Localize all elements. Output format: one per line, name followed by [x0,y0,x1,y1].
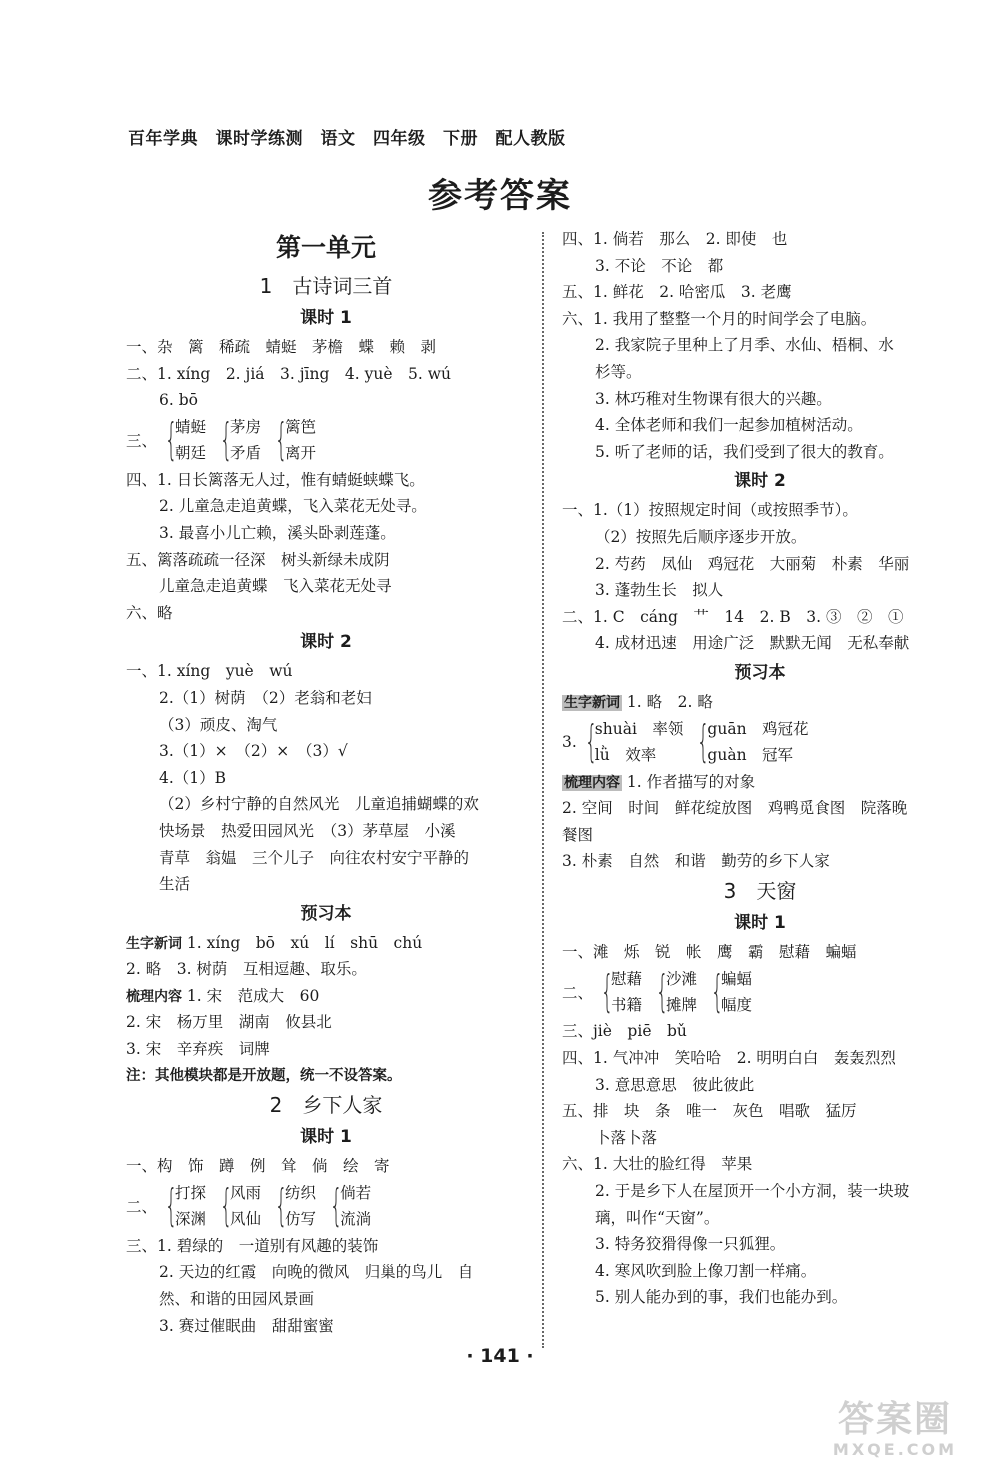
brace-label: 三、 [126,432,158,451]
brace-icon: { [219,1180,233,1232]
brace-item: 朝廷 [175,444,207,463]
answer-line: 4. 寒风吹到脸上像刀割一样痛。 [595,1261,817,1280]
lesson-3-title: 3 天窗 [723,878,797,903]
answer-line: 2. 空间 时间 鲜花绽放图 鸡鸭觅食图 院落晚 [562,799,908,818]
brace-pair [161,414,206,466]
brace-item: 打探 [175,1184,207,1203]
section-tag: 梳理内容 [564,774,620,791]
brace-item: 蝙蝠 [721,969,753,988]
brace-item: lǜ 效率 [594,746,657,764]
brace-item: 纺织 [285,1184,317,1203]
brace-pair [216,1180,261,1232]
answer-line: 3. 宋 辛弃疾 词牌 [126,1040,270,1059]
answer-line: 五、1. 鲜花 2. 哈密瓜 3. 老鹰 [562,283,792,302]
answer-line: 3. 赛过催眠曲 甜甜蜜蜜 [159,1316,334,1335]
lesson-2-period-2: 课时 2 [734,471,786,492]
brace-item: 篱笆 [285,418,317,437]
answer-line: 卜落卜落 [595,1128,658,1147]
brace-item: 茅房 [230,418,262,437]
brace-item: 风仙 [230,1210,262,1229]
answer-text: 1. xíng bō xú lí shū chú [182,933,423,952]
brace-pair [271,1180,316,1232]
brace-label: 二、 [562,983,594,1002]
brace-item: 离开 [285,444,317,463]
answer-line: （2）乡村宁静的自然风光 儿童追捕蝴蝶的欢 [159,795,479,814]
preview-section-title: 预习本 [734,662,786,683]
brace-answer-group [562,965,958,1018]
brace-icon: { [274,414,288,466]
lesson-2-period-1: 课时 1 [300,1127,352,1148]
watermark-text: 答案圈 [837,1399,952,1440]
brace-answer-group [562,716,958,769]
answer-line: 2. 天边的红霞 向晚的微风 归巢的鸟儿 自 [159,1263,474,1282]
brace-pair [271,414,316,466]
answer-line: 3. 不论 不论 都 [595,256,724,275]
brace-pair [581,716,684,768]
answer-line: 4. 全体老师和我们一起参加植树活动。 [595,416,863,435]
brace-item: 风雨 [230,1184,262,1203]
answer-line: 2. 于是乡下人在屋顶开一个小方洞，装一块玻 [595,1182,910,1201]
answer-line: 3. 林巧稚对生物课有很大的兴趣。 [595,389,832,408]
answer-line: 快场景 热爱田园风光 （3）茅草屋 小溪 [159,821,456,840]
answer-line: 一、1. xíng yuè wú [126,662,293,681]
answer-line: 3. 朴素 自然 和谐 勤劳的乡下人家 [562,852,830,871]
answer-line: 四、1. 气冲冲 笑哈哈 2. 明明白白 轰轰烈烈 [562,1049,896,1068]
answer-line: 5. 别人能办到的事，我们也能办到。 [595,1288,848,1307]
answer-line: 2.（1）树荫 （2）老翁和老妇 [159,688,372,707]
brace-item: 沙滩 [666,969,698,988]
answer-line: 3. 最喜小儿亡赖，溪头卧剥莲蓬。 [159,523,396,542]
brace-pair [161,1180,206,1232]
brace-pair [693,716,808,768]
book-header: 百年学典 课时学练测 语文 四年级 下册 配人教版 [128,129,566,149]
answer-line: 2. 我家院子里种上了月季、水仙、梧桐、水 [595,336,894,355]
brace-item: shuài 率领 [594,720,684,738]
note-line: 注：其他模块都是开放题，统一不设答案。 [126,1067,402,1084]
brace-icon: { [655,965,669,1017]
brace-pair [707,966,752,1018]
page-number: · 141 · [466,1345,534,1367]
brace-icon: { [710,965,724,1017]
answer-line: 4.（1）B [159,768,227,787]
brace-item: 书籍 [611,995,643,1014]
answer-line: 2. 宋 杨万里 湖南 攸县北 [126,1013,332,1032]
answer-text: 1. 宋 范成大 60 [182,986,320,1005]
answer-line: 一、滩 烁 锐 帐 鹰 霸 慰藉 蝙蝠 [562,942,857,961]
watermark-url: MXQE.COM [832,1440,958,1459]
brace-item: 摊牌 [666,995,698,1014]
answer-line: 2. 芍药 凤仙 鸡冠花 大丽菊 朴素 华丽 [595,554,910,573]
brace-label: 3. [562,733,577,751]
brace-item: guān 鸡冠花 [707,720,809,738]
lesson-1-period-1: 课时 1 [300,308,352,328]
brace-icon: { [274,1180,288,1232]
brace-item: 流淌 [340,1210,372,1229]
brace-answer-group [126,414,526,467]
brace-pair [326,1180,371,1232]
answer-line: 6. bō [159,391,198,410]
answer-line [126,930,526,957]
brace-label: 二、 [126,1198,158,1217]
brace-icon: { [600,965,614,1017]
answer-line [562,689,958,716]
unit-title: 第一单元 [275,233,376,262]
answer-line: 2. 儿童急走追黄蝶，飞入菜花无处寻。 [159,497,427,516]
answer-line: （3）顽皮、淘气 [159,715,278,734]
brace-item: 深渊 [175,1210,207,1229]
answer-line: 一、杂 篱 稀疏 蜻蜓 茅檐 蝶 赖 剥 [126,338,437,356]
answer-line: 璃，叫作“天窗”。 [595,1208,720,1227]
answer-text: 1. 略 2. 略 [622,692,713,711]
answer-line: 四、1. 日长篱落无人过，惟有蜻蜓蛱蝶飞。 [126,470,425,489]
answer-line: 3. 蓬勃生长 拟人 [595,581,724,600]
brace-icon: { [219,414,233,466]
answer-text: 1. 作者描写的对象 [622,772,756,791]
answer-line: 儿童急走追黄蝶 飞入菜花无处寻 [159,577,392,596]
brace-item: guàn 冠军 [707,746,794,764]
brace-icon: { [164,414,178,466]
page-title: 参考答案 [428,176,572,216]
brace-icon: { [164,1180,178,1232]
lesson-3-period-1: 课时 1 [734,912,786,933]
brace-item: 慰藉 [611,969,643,988]
answer-line [562,769,958,796]
right-column [562,226,958,1311]
section-tag: 生字新词 [564,694,620,711]
answer-line: 四、1. 倘若 那么 2. 即使 也 [562,230,788,248]
answer-line: （2）按照先后顺序逐步开放。 [595,527,807,546]
answer-line: 餐图 [562,825,594,844]
answer-line: 青草 翁媪 三个儿子 向往农村安宁平静的 [159,848,470,867]
answer-line [126,983,526,1010]
section-tag: 梳理内容 [126,988,182,1005]
brace-icon: { [584,716,598,767]
answer-line: 杉等。 [595,362,642,381]
answer-line: 六、1. 大壮的脸红得 苹果 [562,1155,753,1174]
lesson-1-title: 1 古诗词三首 [259,274,393,298]
section-tag: 生字新词 [126,935,182,952]
brace-answer-group [126,1180,526,1233]
preview-section-title: 预习本 [300,903,352,924]
answer-line: 二、1. C cáng 艹 14 2. B 3. ③ ② ① [562,607,904,626]
left-column [126,226,526,1339]
answer-line: 三、jiè piē bǔ [562,1022,687,1041]
answer-line: 3. 意思意思 彼此彼此 [595,1075,755,1094]
answer-line: 2. 略 3. 树荫 互相逗趣、取乐。 [126,960,367,979]
answer-line: 五、排 块 条 唯一 灰色 唱歌 猛厉 [562,1102,857,1121]
brace-item: 幅度 [721,995,753,1014]
answer-line: 二、1. xíng 2. jiá 3. jīng 4. yuè 5. wú [126,364,452,383]
lesson-2-title: 2 乡下人家 [269,1093,383,1118]
answer-line: 5. 听了老师的话，我们受到了很大的教育。 [595,442,894,461]
answer-line: 3. 特务狡猾得像一只狐狸。 [595,1235,786,1254]
brace-item: 蜻蜓 [175,418,207,437]
answer-line: 然、和谐的田园风景画 [159,1290,315,1309]
answer-line: 4. 成材迅速 用途广泛 默默无闻 无私奉献 [595,634,910,653]
lesson-1-period-2: 课时 2 [300,632,352,653]
brace-icon: { [697,716,710,767]
brace-icon: { [329,1180,343,1232]
brace-item: 倘若 [340,1184,372,1203]
answer-line: 三、1. 碧绿的 一道别有风趣的装饰 [126,1236,379,1255]
watermark-logo [820,1400,970,1464]
answer-line: 3.（1）× （2）× （3）√ [159,742,348,761]
answer-line: 生活 [159,875,191,894]
answer-line: 五、篱落疏疏一径深 树头新绿未成阴 [126,550,390,569]
answer-line: 一、1.（1）按照规定时间（或按照季节）。 [562,501,858,520]
answer-line: 一、构 饰 蹲 例 耸 倘 绘 寄 [126,1157,390,1176]
brace-item: 仿写 [285,1210,317,1229]
brace-pair [652,966,697,1018]
column-divider [542,232,544,1348]
answer-line: 六、1. 我用了整整一个月的时间学会了电脑。 [562,309,877,328]
brace-pair [597,966,642,1018]
answer-line: 六、略 [126,603,173,622]
brace-pair [216,414,261,466]
brace-item: 矛盾 [230,444,262,463]
